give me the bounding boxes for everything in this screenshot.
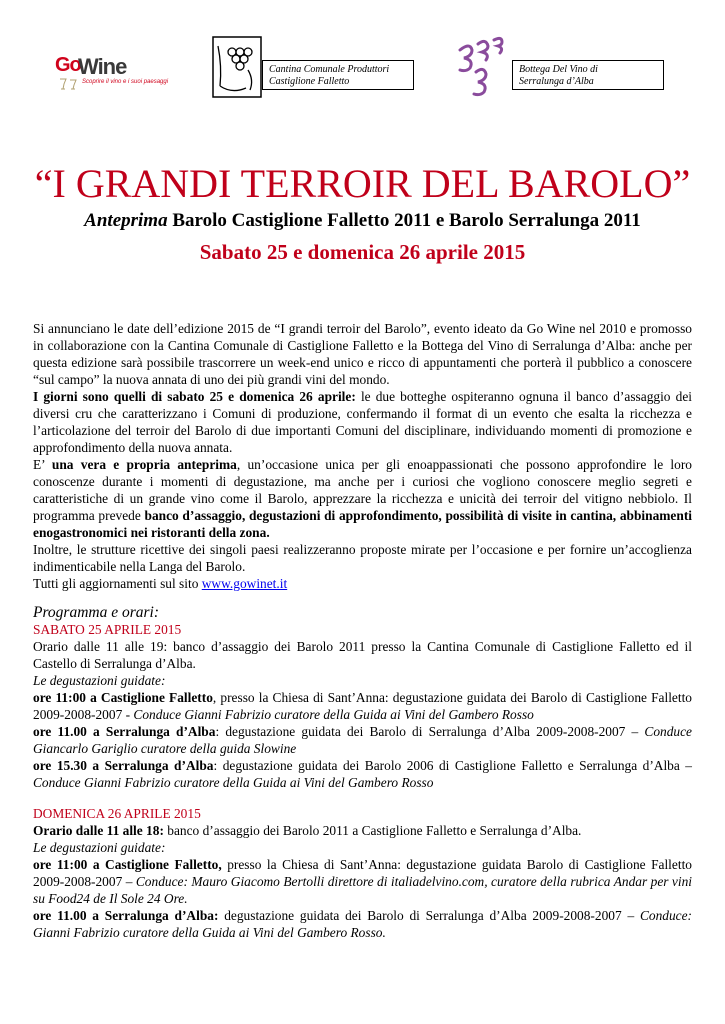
- gowine-logo-wine: Wine: [78, 54, 127, 79]
- sun-e2-italic: Conduce: Gianni Fabrizio curatore della Guida ai Vini del Gambero Rosso.: [33, 908, 692, 940]
- sat-e3-bold: ore 15.30 a Serralunga d’Alba: [33, 758, 214, 773]
- sun-hours-bold: Orario dalle 11 alle 18:: [33, 823, 164, 838]
- cantina-label-box: [262, 60, 414, 90]
- bottega-label-box: [512, 60, 664, 90]
- intro-p3-bold-1: una vera e propria anteprima: [51, 457, 237, 472]
- sun-e2-text: degustazione guidata dei Barolo di Serralunga d’Alba 2009-2008-2007 –: [218, 908, 640, 923]
- sunday-hours: [33, 822, 692, 839]
- intro-paragraph-4: Inoltre, le strutture ricettive dei singoli paesi realizzeranno proposte mirate per l’occasione e per fornire un’accoglienza indimenticabile nella Langa del Barolo.: [33, 542, 692, 574]
- sun-e1-bold: ore 11:00 a Castiglione Falletto,: [33, 857, 222, 872]
- bottega-line-2: Serralunga d’Alba: [519, 76, 594, 87]
- bottega-logo: [456, 36, 518, 98]
- sat-e3-text: : degustazione guidata dei Barolo 2006 di Castiglione Falletto e Serralunga d’Alba –: [213, 758, 692, 773]
- intro-paragraph-2: [33, 388, 692, 456]
- subtitle-italic: Anteprima: [84, 210, 168, 231]
- intro-p3-b: , un’occasione unica per gli enoappassionati che possono approfondire le loro conoscenze durante i momenti di degustazione, ma anche per i curiosi che vogliono conoscere meglio segreti e caratteristiche di un grande vino come il Barolo, apprezzare la ricchezza e unicità dei terroir del vitigno nebbiolo. Il programma prevede: [33, 457, 692, 523]
- sunday-guided-text: Le degustazioni guidate:: [33, 840, 166, 855]
- saturday-hours: Orario dalle 11 alle 19: banco d’assaggio dei Barolo 2011 presso la Cantina Comunale di Castiglione Falletto ed il Castello di Serralunga d’Alba.: [33, 639, 692, 671]
- sat-e1-bold: ore 11:00 a Castiglione Falletto: [33, 690, 213, 705]
- intro-paragraph-5: [33, 575, 692, 592]
- sat-e1-text: , presso la Chiesa di Sant’Anna: degustazione guidata dei Barolo di Castiglione Falletto 2009-2008-2007 -: [33, 690, 693, 722]
- page-subtitle: [0, 210, 725, 232]
- sun-e1-text: presso la Chiesa di Sant’Anna: degustazione guidata Barolo di Castiglione Falletto 2009-2008-2007 –: [33, 857, 692, 889]
- wine-glass-icon: [58, 77, 80, 91]
- saturday-guided-text: Le degustazioni guidate:: [33, 673, 166, 688]
- intro-paragraph-3: [33, 456, 692, 541]
- saturday-heading: SABATO 25 APRILE 2015: [33, 622, 182, 637]
- intro-p2-bold: I giorni sono quelli di sabato 25 e domenica 26 aprile:: [33, 389, 356, 404]
- event-dates: Sabato 25 e domenica 26 aprile 2015: [199, 240, 526, 264]
- intro-paragraph-1: Si annunciano le date dell’edizione 2015 de “I grandi terroir del Barolo”, evento ideato da Go Wine nel 2010 e promosso in collaborazione con la Cantina Comunale di Castiglione Falletto e la Bottega del Vino di Serralunga d’Alba: anche per questa edizione sarà possibile trascorrere un week-end unico e ricco di appuntamenti che porterà il pubblico a conoscere “sul campo” la nuova annata di uno dei più grandi vini del mondo.: [33, 321, 692, 387]
- sat-e1-italic: Conduce Gianni Fabrizio curatore della Guida ai Vini del Gambero Rosso: [133, 707, 534, 722]
- subtitle-rest: Barolo Castiglione Falletto 2011 e Barolo Serralunga 2011: [167, 210, 641, 231]
- saturday-event-1: [33, 689, 692, 723]
- saturday-event-2: [33, 723, 692, 757]
- sun-hours-text: banco d’assaggio dei Barolo 2011 a Castiglione Falletto e Serralunga d’Alba.: [163, 823, 582, 838]
- intro-p3-a: E’: [33, 457, 52, 472]
- intro-p5-text: Tutti gli aggiornamenti sul sito: [33, 576, 202, 591]
- sat-e2-text: : degustazione guidata dei Barolo di Serralunga d’Alba 2009-2008-2007 –: [215, 724, 645, 739]
- sat-e2-italic: Conduce Giancarlo Gariglio curatore della guida Slowine: [33, 724, 692, 756]
- intro-p2-text: le due botteghe ospiteranno ognuna il banco d’assaggio dei diversi cru che caratterizzano i Comuni di produzione, confermando il format di un evento che esalta la ricchezza e l’articolazione del terroir del Barolo di due importanti Comuni del disciplinare, individuando momenti di promozione e approfondimento della nuova annata.: [33, 389, 692, 455]
- cantina-line-2: Castiglione Falletto: [269, 76, 350, 87]
- program-heading: Programma e orari:: [33, 604, 160, 621]
- cantina-line-1: Cantina Comunale Produttori: [269, 64, 390, 75]
- sat-e3-italic: Conduce Gianni Fabrizio curatore della Guida ai Vini del Gambero Rosso: [33, 775, 434, 790]
- intro-p3-bold-2: banco d’assaggio, degustazioni di approfondimento, possibilità di visite in cantina, abbinamenti enogastronomici nei ristoranti della zona.: [33, 508, 693, 540]
- sun-e1-italic: Conduce: Mauro Giacomo Bertolli direttore di italiadelvino.com, curatore della rubrica Andar per vini su Food24 de Il Sole 24 Ore.: [33, 874, 693, 906]
- section-spacer: [33, 791, 692, 805]
- sunday-event-2: [33, 907, 692, 941]
- sunday-heading: DOMENICA 26 APRILE 2015: [33, 806, 201, 821]
- gowine-logo-go: Go: [55, 54, 81, 76]
- sun-e2-bold: ore 11.00 a Serralunga d’Alba:: [33, 908, 219, 923]
- saturday-guided-label: [33, 672, 692, 689]
- bottega-line-1: Bottega Del Vino di: [519, 64, 598, 75]
- page-title: “I GRANDI TERROIR DEL BAROLO”: [34, 161, 691, 206]
- saturday-event-3: [33, 757, 692, 791]
- cantina-logo: [212, 36, 262, 98]
- sunday-guided-label: [33, 839, 692, 856]
- gowine-logo: [50, 52, 169, 97]
- gowine-tagline: Scoprire il vino e i suoi paesaggi: [82, 79, 169, 85]
- grape-emblem-icon: [212, 36, 262, 98]
- document-body: [33, 320, 692, 941]
- gowinet-link[interactable]: www.gowinet.it: [201, 576, 288, 591]
- sat-e2-bold: ore 11.00 a Serralunga d’Alba: [33, 724, 216, 739]
- bottega-swirl-icon: [456, 36, 518, 98]
- sunday-event-1: [33, 856, 692, 907]
